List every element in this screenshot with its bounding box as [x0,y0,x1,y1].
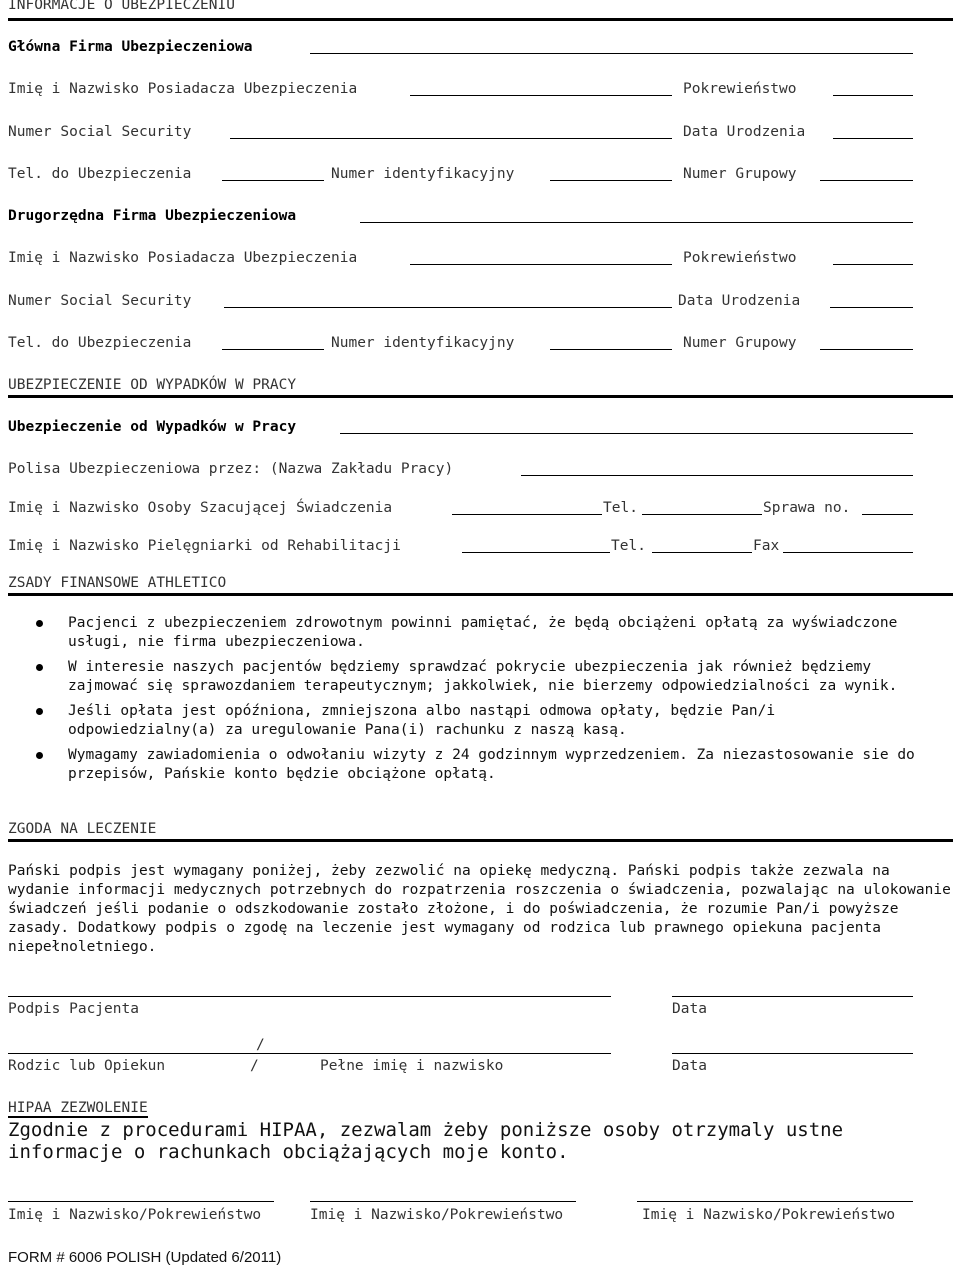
secondary-holder-field[interactable] [410,264,672,265]
secondary-relation-label: Pokrewieństwo [683,250,797,266]
primary-company-label: Główna Firma Ubezpieczeniowa [8,39,253,55]
hipaa-person-3-label: Imię i Nazwisko/Pokrewieństwo [642,1207,896,1223]
guardian-date-field[interactable] [672,1053,913,1054]
section-title: INFORMACJE O UBEZPIECZENIU [8,0,235,13]
list-item [36,614,916,652]
list-item [36,746,916,784]
form-footer: FORM # 6006 POLISH (Updated 6/2011) [8,1249,282,1266]
signature-slash: / [250,1058,259,1074]
primary-id-label: Numer identyfikacyjny [331,166,515,182]
employer-policy-field[interactable] [521,475,913,476]
hipaa-person-2-label: Imię i Nazwisko/Pokrewieństwo [310,1207,564,1223]
primary-relation-label: Pokrewieństwo [683,81,797,97]
primary-relation-field[interactable] [833,95,913,96]
guardian-date-label: Data [672,1058,707,1074]
bullet-icon [36,620,43,627]
bullet-icon [36,664,43,671]
adjuster-tel-label: Tel. [603,500,638,516]
consent-text: Pański podpis jest wymagany poniżej, żeby zezwolić na opiekę medyczną. Pański podpis także zezwala na wydanie informacji medycznych potrzebnych do rozpatrzenia roszczenia o świadczenia, pozwalając na ulokowanie świadczeń jeśli podanie o odszkodowanie zostało złożone, i do poświadczenia, że rozumie Pan/i powyższe zasady. Dodatkowy podpis o zgodę na leczenie jest wymagany od rodzica lub prawnego opiekuna pacjenta niepełnoletniego. [8,863,951,955]
primary-holder-label: Imię i Nazwisko Posiadacza Ubezpieczenia [8,81,358,97]
hipaa-person-1-field[interactable] [8,1201,274,1202]
secondary-id-label: Numer identyfikacyjny [331,335,515,351]
secondary-holder-label: Imię i Nazwisko Posiadacza Ubezpieczenia [8,250,358,266]
primary-phone-label: Tel. do Ubezpieczenia [8,166,192,182]
primary-id-field[interactable] [550,180,672,181]
secondary-dob-field[interactable] [830,307,913,308]
hipaa-person-3-field[interactable] [637,1201,913,1202]
primary-group-field[interactable] [820,180,913,181]
patient-date-field[interactable] [672,996,913,997]
guardian-signature-field[interactable] [8,1053,611,1054]
secondary-dob-label: Data Urodzenia [678,293,801,309]
bullet-icon [36,708,43,715]
patient-signature-field[interactable] [8,996,611,997]
primary-dob-field[interactable] [833,138,913,139]
workers-comp-company-field[interactable] [340,433,913,434]
section-hipaa-header [8,1100,148,1118]
section-consent-header [8,821,953,842]
list-item [36,658,916,696]
nurse-field[interactable] [462,552,610,553]
patient-date-label: Data [672,1001,707,1017]
section-title: ZGODA NA LECZENIE [8,821,157,837]
secondary-ssn-field[interactable] [224,307,672,308]
financial-policy-list [36,614,916,790]
section-workers-comp-header [8,377,953,398]
adjuster-tel-field[interactable] [642,514,762,515]
hipaa-person-1-label: Imię i Nazwisko/Pokrewieństwo [8,1207,262,1223]
secondary-relation-field[interactable] [833,264,913,265]
secondary-group-label: Numer Grupowy [683,335,797,351]
fax-field[interactable] [783,552,913,553]
secondary-phone-label: Tel. do Ubezpieczenia [8,335,192,351]
primary-phone-field[interactable] [222,180,324,181]
guardian-label: Rodzic lub Opiekun [8,1058,166,1074]
nurse-tel-label: Tel. [611,538,646,554]
primary-company-field[interactable] [310,53,913,54]
list-item-text: W interesie naszych pacjentów będziemy sprawdzać pokrycie ubezpieczenia jak również będziemy zajmować się sprawozdaniem terapeutycznym; jakkolwiek, nie bierzemy odpowiedzialności za wynik. [68,659,898,694]
list-item [36,702,916,740]
secondary-ssn-label: Numer Social Security [8,293,192,309]
list-item-text: Pacjenci z ubezpieczeniem zdrowotnym powinni pamiętać, że będą obciążeni opłatą za wyświadczone usługi, nie firma ubezpieczeniowa. [68,615,898,650]
employer-policy-label: Polisa Ubezpieczeniowa przez: (Nazwa Zakładu Pracy) [8,461,454,477]
section-title: HIPAA ZEZWOLENIE [8,1100,148,1116]
fax-label: Fax [753,538,780,554]
adjuster-label: Imię i Nazwisko Osoby Szacującej Świadczenia [8,500,393,516]
nurse-tel-field[interactable] [652,552,752,553]
section-title: ZSADY FINANSOWE ATHLETICO [8,575,227,591]
secondary-group-field[interactable] [820,349,913,350]
full-name-label: Pełne imię i nazwisko [320,1058,504,1074]
bullet-icon [36,752,43,759]
case-number-label: Sprawa no. [763,500,851,516]
hipaa-person-2-field[interactable] [310,1201,576,1202]
nurse-label: Imię i Nazwisko Pielęgniarki od Rehabilitacji [8,538,401,554]
section-insurance-header [8,0,953,21]
secondary-company-label: Drugorzędna Firma Ubezpieczeniowa [8,208,297,224]
list-item-text: Wymagamy zawiadomienia o odwołaniu wizyty z 24 godzinnym wyprzedzeniem. Za niezastosowanie sie do przepisów, Pańskie konto będzie obciążone opłatą. [68,747,915,782]
section-financial-header [8,575,953,596]
patient-signature-label: Podpis Pacjenta [8,1001,139,1017]
case-number-field[interactable] [862,514,913,515]
secondary-company-field[interactable] [360,222,913,223]
primary-group-label: Numer Grupowy [683,166,797,182]
list-item-text: Jeśli opłata jest opóźniona, zmniejszona albo nastąpi odmowa opłaty, będzie Pan/i odpowiedzialny(a) za uregulowanie Pana(i) rachunku z naszą kasą. [68,703,776,738]
hipaa-text: Zgodnie z procedurami HIPAA, zezwalam żeby poniższe osoby otrzymaly ustne informacje o rachunkach obciążających moje konto. [8,1119,844,1163]
signature-slash: / [256,1037,265,1053]
secondary-id-field[interactable] [550,349,672,350]
primary-dob-label: Data Urodzenia [683,124,806,140]
primary-holder-field[interactable] [410,95,672,96]
section-title: UBEZPIECZENIE OD WYPADKÓW W PRACY [8,377,297,393]
primary-ssn-label: Numer Social Security [8,124,192,140]
secondary-phone-field[interactable] [222,349,324,350]
workers-comp-company-label: Ubezpieczenie od Wypadków w Pracy [8,419,297,435]
primary-ssn-field[interactable] [230,138,672,139]
adjuster-field[interactable] [452,514,602,515]
